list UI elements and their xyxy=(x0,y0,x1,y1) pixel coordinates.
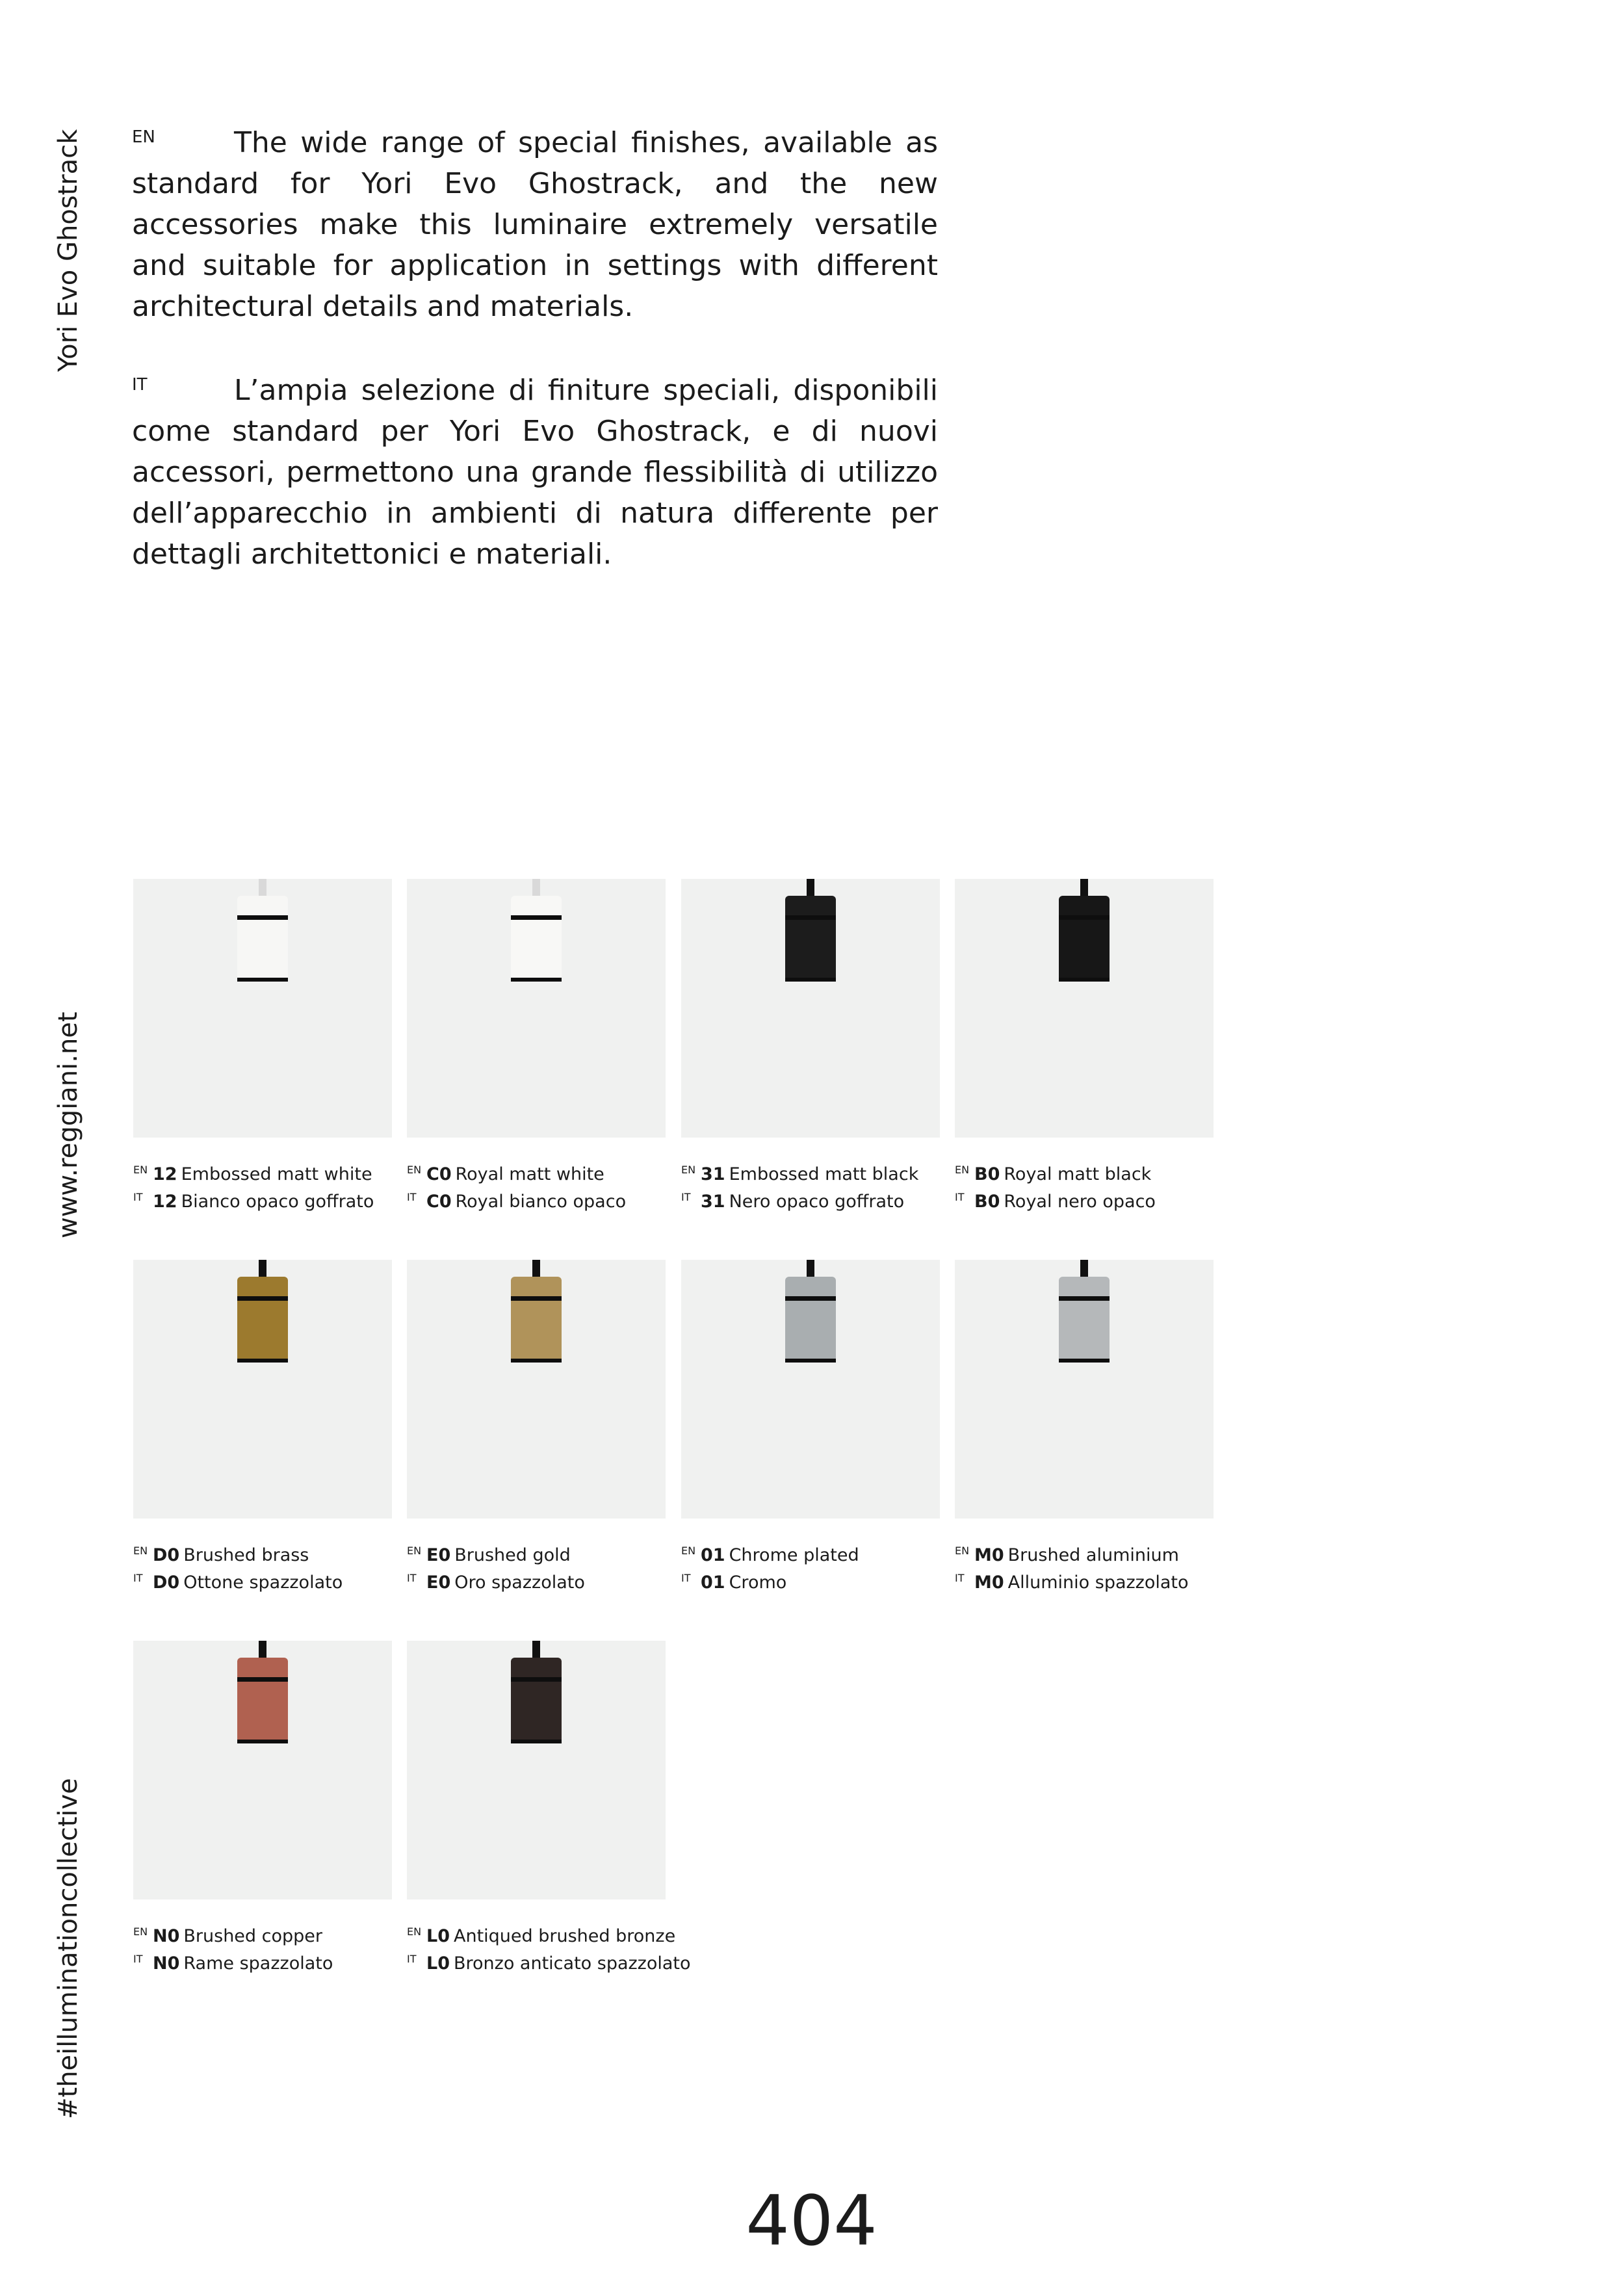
lang-tag: IT xyxy=(133,1191,143,1203)
finish-code: N0 xyxy=(153,1926,180,1946)
lamp-ring xyxy=(511,1296,562,1301)
lang-tag: EN xyxy=(681,1545,696,1557)
finish-name: Antiqued brushed bronze xyxy=(454,1926,676,1946)
finish-swatch xyxy=(955,1260,1214,1519)
finish-caption-it xyxy=(133,1948,333,1975)
lamp-base xyxy=(1059,1359,1110,1363)
finish-name: Brushed copper xyxy=(183,1926,322,1946)
finish-caption xyxy=(407,1158,626,1213)
lang-tag: IT xyxy=(407,1572,417,1584)
finish-code: N0 xyxy=(153,1953,180,1974)
finish-name: Chrome plated xyxy=(729,1545,859,1565)
finish-code: B0 xyxy=(974,1164,1000,1184)
finish-caption xyxy=(407,1539,585,1594)
finish-code: 12 xyxy=(153,1192,177,1212)
finish-code: D0 xyxy=(153,1545,180,1565)
spotlight-icon xyxy=(133,1260,392,1390)
spotlight-icon xyxy=(955,1260,1214,1390)
finish-name: Royal matt white xyxy=(455,1164,604,1184)
lamp-stem xyxy=(807,879,814,897)
page-number: 404 xyxy=(746,2181,877,2261)
lamp-body xyxy=(237,1658,288,1743)
finish-caption-en xyxy=(955,1539,1189,1567)
finish-caption-it xyxy=(955,1186,1156,1213)
spotlight-icon xyxy=(407,879,666,1009)
finish-name: Embossed matt black xyxy=(729,1164,919,1184)
finish-caption-it xyxy=(681,1567,859,1594)
lamp-base xyxy=(511,978,562,982)
lamp-body xyxy=(237,896,288,982)
lang-tag: IT xyxy=(955,1191,965,1203)
lang-tag: EN xyxy=(133,1925,148,1938)
finish-name: Brushed aluminium xyxy=(1007,1545,1179,1565)
finish-caption xyxy=(955,1539,1189,1594)
lamp-base xyxy=(785,978,836,982)
finish-name: Brushed gold xyxy=(454,1545,571,1565)
lamp-body xyxy=(1059,1277,1110,1363)
lamp-body xyxy=(511,1277,562,1363)
lang-tag: EN xyxy=(407,1545,422,1557)
lamp-stem xyxy=(532,1641,540,1659)
finish-caption-en xyxy=(133,1158,374,1186)
lamp-stem xyxy=(532,879,540,897)
lamp-stem xyxy=(532,1260,540,1278)
lamp-ring xyxy=(511,915,562,920)
finish-swatch xyxy=(133,1641,392,1899)
lamp-ring xyxy=(237,1296,288,1301)
spotlight-icon xyxy=(407,1641,666,1771)
lamp-stem xyxy=(259,1641,266,1659)
finish-caption-en xyxy=(681,1539,859,1567)
finish-swatch xyxy=(407,1260,666,1519)
lamp-body xyxy=(785,1277,836,1363)
lang-tag: EN xyxy=(133,1164,148,1176)
finish-caption-en xyxy=(133,1920,333,1948)
lamp-body xyxy=(785,896,836,982)
lang-tag: EN xyxy=(681,1164,696,1176)
finish-name: Oro spazzolato xyxy=(454,1572,585,1593)
finish-code: B0 xyxy=(974,1192,1000,1212)
finish-name: Alluminio spazzolato xyxy=(1007,1572,1189,1593)
finish-caption-it xyxy=(407,1186,626,1213)
finish-swatch xyxy=(681,1260,940,1519)
finish-name: Rame spazzolato xyxy=(183,1953,333,1974)
spotlight-icon xyxy=(407,1260,666,1390)
spotlight-icon xyxy=(133,1641,392,1771)
finish-caption xyxy=(681,1539,859,1594)
finish-code: C0 xyxy=(426,1164,452,1184)
finish-code: D0 xyxy=(153,1572,180,1593)
spotlight-icon xyxy=(955,879,1214,1009)
finish-caption-it xyxy=(133,1186,374,1213)
finish-caption-en xyxy=(407,1539,585,1567)
finish-name: Royal matt black xyxy=(1004,1164,1152,1184)
lang-tag: EN xyxy=(955,1545,970,1557)
lamp-base xyxy=(1059,978,1110,982)
lamp-ring xyxy=(1059,915,1110,920)
finish-code: 12 xyxy=(153,1164,177,1184)
spotlight-icon xyxy=(681,879,940,1009)
lamp-ring xyxy=(511,1677,562,1682)
intro-en-text: The wide range of special finishes, available as standard for Yori Evo Ghostrack, and the new accessories make this luminaire extremely versatile and suitable for application in settings with different architectural details and materials. xyxy=(132,126,938,323)
lamp-stem xyxy=(259,879,266,897)
lamp-ring xyxy=(1059,1296,1110,1301)
finish-name: Nero opaco goffrato xyxy=(729,1192,905,1212)
sidebar-website[interactable]: www.reggiani.net xyxy=(53,1011,83,1238)
finish-caption-en xyxy=(133,1539,343,1567)
intro-en-tag: EN xyxy=(132,127,155,147)
finish-name: Cromo xyxy=(729,1572,787,1593)
lang-tag: IT xyxy=(133,1572,143,1584)
finish-swatch xyxy=(681,879,940,1138)
finish-code: C0 xyxy=(426,1192,452,1212)
spotlight-icon xyxy=(133,879,392,1009)
finish-code: 31 xyxy=(701,1164,725,1184)
finish-code: 01 xyxy=(701,1545,725,1565)
lamp-ring xyxy=(237,915,288,920)
lang-tag: EN xyxy=(133,1545,148,1557)
lang-tag: EN xyxy=(955,1164,970,1176)
finish-code: E0 xyxy=(426,1572,451,1593)
lamp-base xyxy=(237,1359,288,1363)
finish-name: Brushed brass xyxy=(183,1545,309,1565)
lamp-body xyxy=(1059,896,1110,982)
finish-code: M0 xyxy=(974,1545,1004,1565)
finish-caption-en xyxy=(955,1158,1156,1186)
finish-caption xyxy=(681,1158,918,1213)
lang-tag: IT xyxy=(955,1572,965,1584)
finish-name: Embossed matt white xyxy=(181,1164,372,1184)
lang-tag: IT xyxy=(133,1953,143,1965)
sidebar-hashtag: #theilluminationcollective xyxy=(53,1778,83,2119)
finish-code: 01 xyxy=(701,1572,725,1593)
spotlight-icon xyxy=(681,1260,940,1390)
finish-code: L0 xyxy=(426,1953,450,1974)
intro-it-text: L’ampia selezione di finiture speciali, disponibili come standard per Yori Evo Ghostrack, e di nuovi accessori, permettono una grande flessibilità di utilizzo dell’apparecchio in ambienti di natura differente per dettagli architettonici e materiali. xyxy=(132,374,938,571)
intro-it-paragraph xyxy=(132,370,938,575)
lang-tag: EN xyxy=(407,1164,422,1176)
finish-name: Royal bianco opaco xyxy=(455,1192,627,1212)
lamp-ring xyxy=(237,1677,288,1682)
finish-caption xyxy=(955,1158,1156,1213)
lamp-stem xyxy=(807,1260,814,1278)
finish-caption-it xyxy=(955,1567,1189,1594)
lamp-stem xyxy=(1080,879,1088,897)
finish-caption-en xyxy=(681,1158,918,1186)
finish-swatch xyxy=(133,1260,392,1519)
finish-swatch xyxy=(955,879,1214,1138)
lamp-body xyxy=(511,1658,562,1743)
lang-tag: IT xyxy=(681,1572,691,1584)
finish-name: Royal nero opaco xyxy=(1004,1192,1156,1212)
lamp-base xyxy=(237,978,288,982)
lamp-base xyxy=(785,1359,836,1363)
finish-swatch xyxy=(133,879,392,1138)
lamp-base xyxy=(511,1359,562,1363)
finish-caption-it xyxy=(133,1567,343,1594)
finish-caption-it xyxy=(407,1567,585,1594)
finish-code: 31 xyxy=(701,1192,725,1212)
lang-tag: IT xyxy=(681,1191,691,1203)
finish-caption xyxy=(407,1920,691,1975)
lamp-base xyxy=(237,1740,288,1743)
intro-it-tag: IT xyxy=(132,375,148,395)
finish-caption-it xyxy=(681,1186,918,1213)
finish-swatch xyxy=(407,879,666,1138)
finish-code: M0 xyxy=(974,1572,1004,1593)
lamp-ring xyxy=(785,915,836,920)
lamp-stem xyxy=(259,1260,266,1278)
finish-swatch xyxy=(407,1641,666,1899)
finish-caption-it xyxy=(407,1948,691,1975)
sidebar-title: Yori Evo Ghostrack xyxy=(53,129,83,372)
lamp-body xyxy=(237,1277,288,1363)
finish-code: E0 xyxy=(426,1545,451,1565)
finish-caption-en xyxy=(407,1920,691,1948)
finish-name: Bronzo anticato spazzolato xyxy=(454,1953,691,1974)
lamp-ring xyxy=(785,1296,836,1301)
lang-tag: IT xyxy=(407,1953,417,1965)
lang-tag: EN xyxy=(407,1925,422,1938)
finish-code: L0 xyxy=(426,1926,450,1946)
lamp-base xyxy=(511,1740,562,1743)
lamp-body xyxy=(511,896,562,982)
finish-caption xyxy=(133,1920,333,1975)
finish-caption xyxy=(133,1158,374,1213)
finish-name: Ottone spazzolato xyxy=(183,1572,343,1593)
finish-caption-en xyxy=(407,1158,626,1186)
finish-caption xyxy=(133,1539,343,1594)
lang-tag: IT xyxy=(407,1191,417,1203)
lamp-stem xyxy=(1080,1260,1088,1278)
finish-name: Bianco opaco goffrato xyxy=(181,1192,374,1212)
intro-en-paragraph xyxy=(132,122,938,327)
